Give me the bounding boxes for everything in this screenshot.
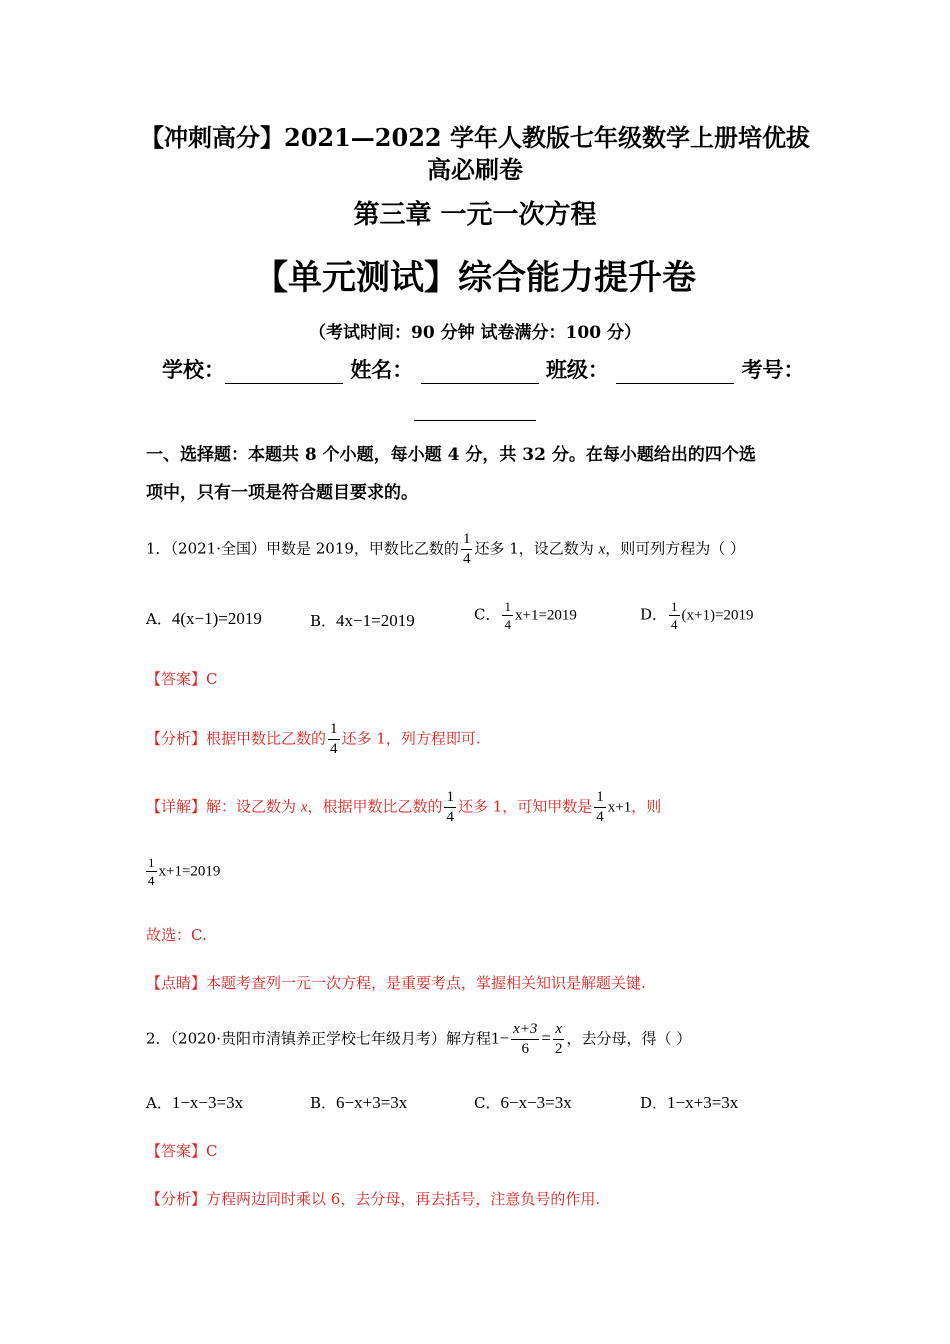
q1-equation-frac-num: 1 — [148, 855, 155, 870]
q2-eq-one: 1− — [491, 1028, 510, 1048]
q1-detail-frac-2-den: 4 — [596, 809, 604, 825]
q2-option-a[interactable] — [146, 1092, 243, 1113]
q1-var: x — [598, 541, 606, 558]
q2-answer-tag: 【答案】 — [146, 1142, 207, 1160]
q2-option-d[interactable] — [640, 1092, 738, 1113]
q1-detail-frac-2 — [594, 790, 606, 825]
q1-option-d-frac-num: 1 — [671, 599, 678, 614]
q1-comment-tag: 【点睛】 — [146, 974, 207, 992]
q1-analysis — [146, 722, 481, 757]
q2-analysis — [146, 1188, 600, 1209]
q2-eq-equals: = — [541, 1028, 551, 1048]
q1-equation — [146, 856, 220, 887]
name-blank[interactable] — [421, 361, 539, 384]
q1-option-b-expr: 4x−1=2019 — [336, 611, 415, 630]
q1-answer — [146, 668, 218, 689]
q1-detail — [146, 790, 661, 825]
q1-prefix: 1．（2021·全国）甲数是 2019，甲数比乙数的 — [146, 539, 459, 558]
q2-prefix: 2．（2020·贵阳市清镇养正学校七年级月考）解方程 — [146, 1029, 491, 1048]
q1-equation-text: x+1=2019 — [158, 863, 221, 880]
q1-suffix: ，则可列方程为（ ） — [605, 539, 745, 558]
q2-frac-2 — [553, 1022, 565, 1057]
chapter-title: 第三章 一元一次方程 — [353, 200, 597, 230]
q1-option-d[interactable] — [640, 600, 753, 631]
q2-suffix: ，去分母，得（ ） — [566, 1029, 692, 1048]
section-heading-line-1: 一、选择题：本题共 8 个小题，每小题 4 分，共 32 分。在每小题给出的四个选 — [146, 445, 756, 465]
q1-analysis-frac-den: 4 — [330, 741, 338, 757]
class-blank[interactable] — [616, 361, 734, 384]
q1-option-d-expr: (x+1)=2019 — [681, 607, 754, 624]
q1-equation-frac — [146, 856, 157, 887]
school-blank[interactable] — [225, 361, 343, 384]
q1-detail-b: ，根据甲数比乙数的 — [307, 797, 443, 816]
q1-option-c-frac — [502, 600, 513, 631]
q1-detail-e: ，则 — [631, 797, 662, 816]
q1-option-c-frac-den: 4 — [504, 617, 511, 632]
question-1 — [146, 532, 745, 567]
id-blank[interactable] — [414, 398, 536, 421]
q1-detail-var: x — [300, 799, 308, 816]
q1-mid: 还多 1，设乙数为 — [474, 539, 599, 558]
title-line-2: 高必刷卷 — [427, 155, 523, 184]
q2-analysis-tag: 【分析】 — [146, 1190, 207, 1208]
q1-option-a[interactable] — [146, 608, 262, 629]
q2-frac-2-num: x — [553, 1022, 565, 1040]
q2-option-c[interactable] — [474, 1092, 572, 1113]
q1-answer-value: C — [206, 670, 218, 688]
q1-option-c-expr: x+1=2019 — [514, 607, 577, 624]
q1-option-a-label: A． — [146, 610, 172, 628]
name-label: 姓名： — [350, 357, 414, 382]
q2-option-b[interactable] — [310, 1092, 407, 1113]
q2-answer — [146, 1140, 218, 1161]
q1-option-d-frac — [669, 600, 680, 631]
q2-option-c-label: C． — [474, 1094, 501, 1112]
q1-detail-a: 解：设乙数为 — [206, 797, 301, 816]
q1-detail-frac-2-num: 1 — [594, 790, 606, 808]
q2-option-c-expr: 6−x−3=3x — [500, 1093, 572, 1112]
student-info-row — [162, 354, 805, 384]
q1-detail-frac-1-num: 1 — [444, 790, 456, 808]
q1-analysis-a: 根据甲数比乙数的 — [206, 729, 327, 748]
q1-equation-frac-den: 4 — [148, 873, 155, 888]
q1-comment — [146, 972, 646, 993]
q2-frac-1-num: x+3 — [511, 1022, 539, 1040]
q2-option-a-label: A． — [146, 1094, 172, 1112]
q1-option-a-expr-a: 4 — [171, 609, 181, 628]
q1-answer-tag: 【答案】 — [146, 670, 207, 688]
q2-frac-1 — [511, 1022, 539, 1057]
q1-analysis-frac — [328, 722, 340, 757]
q2-option-d-label: D． — [640, 1094, 668, 1112]
q1-comment-text: 本题考查列一元一次方程，是重要考点，掌握相关知识是解题关键. — [206, 974, 646, 992]
q1-detail-tag: 【详解】 — [146, 797, 207, 816]
school-label: 学校： — [162, 357, 225, 382]
exam-info: （考试时间：90 分钟 试卷满分：100 分） — [309, 323, 641, 343]
title-line-1: 【冲刺高分】2021—2022 学年人教版七年级数学上册培优拔 — [140, 123, 810, 152]
q2-answer-value: C — [206, 1142, 218, 1160]
q1-analysis-frac-num: 1 — [328, 722, 340, 740]
q1-option-a-expr — [172, 609, 262, 628]
q2-frac-1-den: 6 — [521, 1041, 529, 1057]
question-2 — [146, 1022, 691, 1057]
q1-detail-frac-1-den: 4 — [446, 809, 454, 825]
q1-detail-frac-1 — [444, 790, 456, 825]
q1-option-b-label: B． — [310, 612, 337, 630]
id-blank-row — [414, 398, 536, 421]
section-heading-line-2: 项中，只有一项是符合题目要求的。 — [146, 483, 418, 503]
q2-option-a-expr: 1−x−3=3x — [171, 1093, 244, 1112]
q2-option-b-label: B． — [310, 1094, 337, 1112]
q1-detail-c: 还多 1，可知甲数是 — [457, 797, 593, 816]
q1-frac-num: 1 — [461, 532, 473, 550]
q1-fraction — [461, 532, 473, 567]
q2-frac-2-den: 2 — [554, 1041, 563, 1057]
q1-option-d-frac-den: 4 — [671, 617, 678, 632]
q1-option-a-expr-b: (x−1)=2019 — [180, 609, 262, 628]
q1-detail-d: x+1 — [607, 799, 632, 816]
test-title: 【单元测试】综合能力提升卷 — [254, 258, 696, 298]
q2-option-d-expr: 1−x+3=3x — [667, 1093, 739, 1112]
q2-analysis-text: 方程两边同时乘以 6，去分母，再去括号，注意负号的作用. — [206, 1190, 601, 1208]
q1-option-c-frac-num: 1 — [504, 599, 511, 614]
q1-option-d-label: D． — [640, 605, 668, 624]
q1-option-c[interactable] — [474, 600, 577, 631]
q2-option-b-expr: 6−x+3=3x — [336, 1093, 408, 1112]
id-label: 考号： — [741, 357, 805, 382]
class-label: 班级： — [545, 357, 609, 382]
q1-choose: 故选：C. — [146, 926, 207, 944]
q1-analysis-tag: 【分析】 — [146, 729, 207, 748]
q1-analysis-b: 还多 1，列方程即可. — [341, 729, 481, 748]
q1-frac-den: 4 — [462, 551, 471, 567]
q1-option-c-label: C． — [474, 605, 501, 624]
q1-option-b[interactable] — [310, 610, 415, 631]
